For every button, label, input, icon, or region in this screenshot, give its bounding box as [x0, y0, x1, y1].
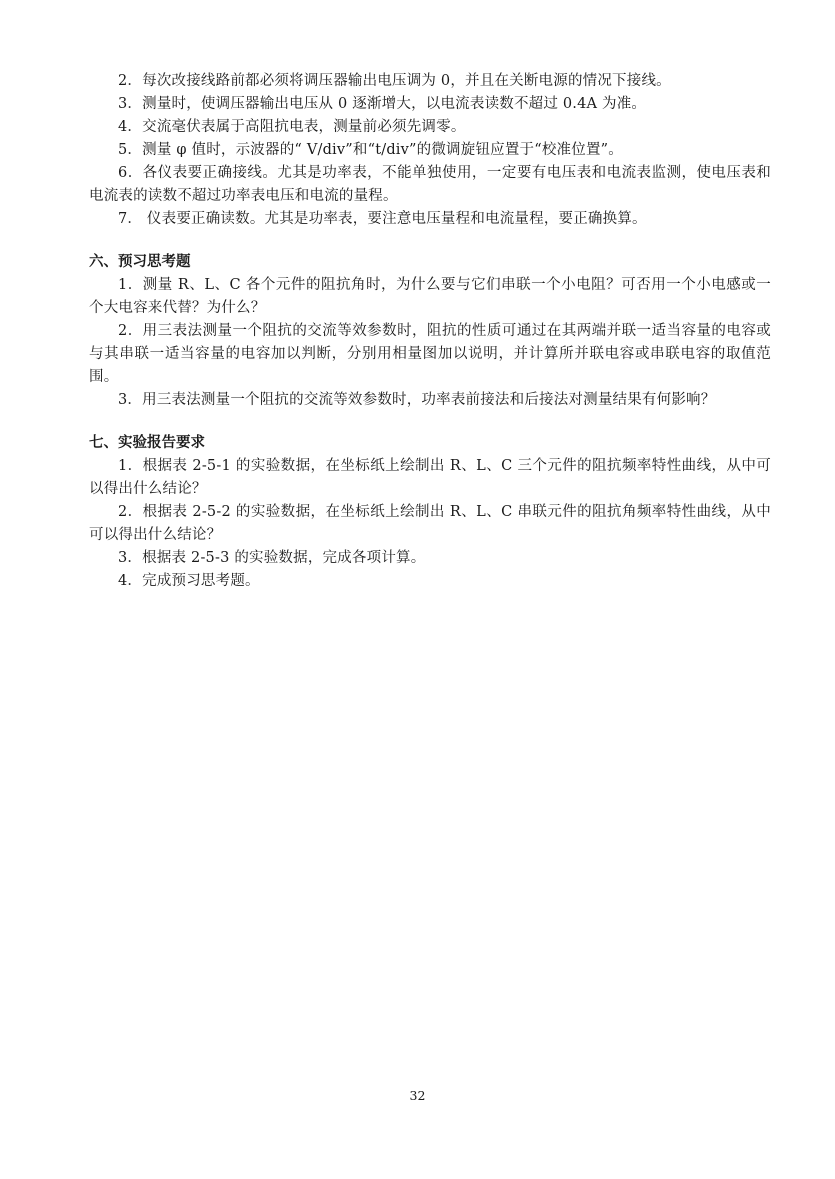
note-item-7: 7． 仪表要正确读数。尤其是功率表，要注意电压量程和电流量程，要正确换算。 [118, 211, 647, 227]
note-item-5: 5．测量 φ 值时，示波器的“ V/div”和“t/div”的微调旋钮应置于“校准位置”。 [118, 142, 623, 158]
note-item-3: 3．测量时，使调压器输出电压从 0 逐渐增大，以电流表读数不超过 0.4A 为准。 [118, 96, 647, 112]
requirement-item: 1．根据表 2-5-1 的实验数据，在坐标纸上绘制出 R、L、C 三个元件的阻抗频率特性曲线，从中可以得出什么结论？ [89, 458, 771, 497]
question-item: 1．测量 R、L、C 各个元件的阻抗角时，为什么要与它们串联一个小电阻？可否用一个小电感或一个大电容来代替？为什么？ [89, 277, 771, 316]
question-item: 2．用三表法测量一个阻抗的交流等效参数时，阻抗的性质可通过在其两端并联一适当容量的电容或与其串联一适当容量的电容加以判断，分别用相量图加以说明，并计算所并联电容或串联电容的取值范围。 [89, 323, 771, 385]
requirement-item: 3．根据表 2-5-3 的实验数据，完成各项计算。 [118, 550, 426, 566]
question-item: 3．用三表法测量一个阻抗的交流等效参数时，功率表前接法和后接法对测量结果有何影响？ [118, 392, 716, 408]
requirement-item: 4．完成预习思考题。 [118, 573, 260, 589]
section-heading: 七、实验报告要求 [89, 435, 205, 451]
notes-list [89, 70, 771, 231]
note-item-4: 4．交流毫伏表属于高阻抗电表，测量前必须先调零。 [118, 119, 466, 135]
section-preview-questions [89, 251, 771, 412]
section-report-requirements [89, 432, 771, 593]
page-number: 32 [409, 1088, 426, 1103]
page-content [89, 70, 771, 593]
section-heading: 六、预习思考题 [89, 254, 191, 270]
note-item-2: 2．每次改接线路前都必须将调压器输出电压调为 0，并且在关断电源的情况下接线。 [118, 73, 671, 89]
note-item-6: 6．各仪表要正确接线。尤其是功率表，不能单独使用，一定要有电压表和电流表监测，使电压表和电流表的读数不超过功率表电压和电流的量程。 [89, 165, 771, 204]
requirement-item: 2．根据表 2-5-2 的实验数据，在坐标纸上绘制出 R、L、C 串联元件的阻抗角频率特性曲线，从中可以得出什么结论？ [89, 504, 771, 543]
